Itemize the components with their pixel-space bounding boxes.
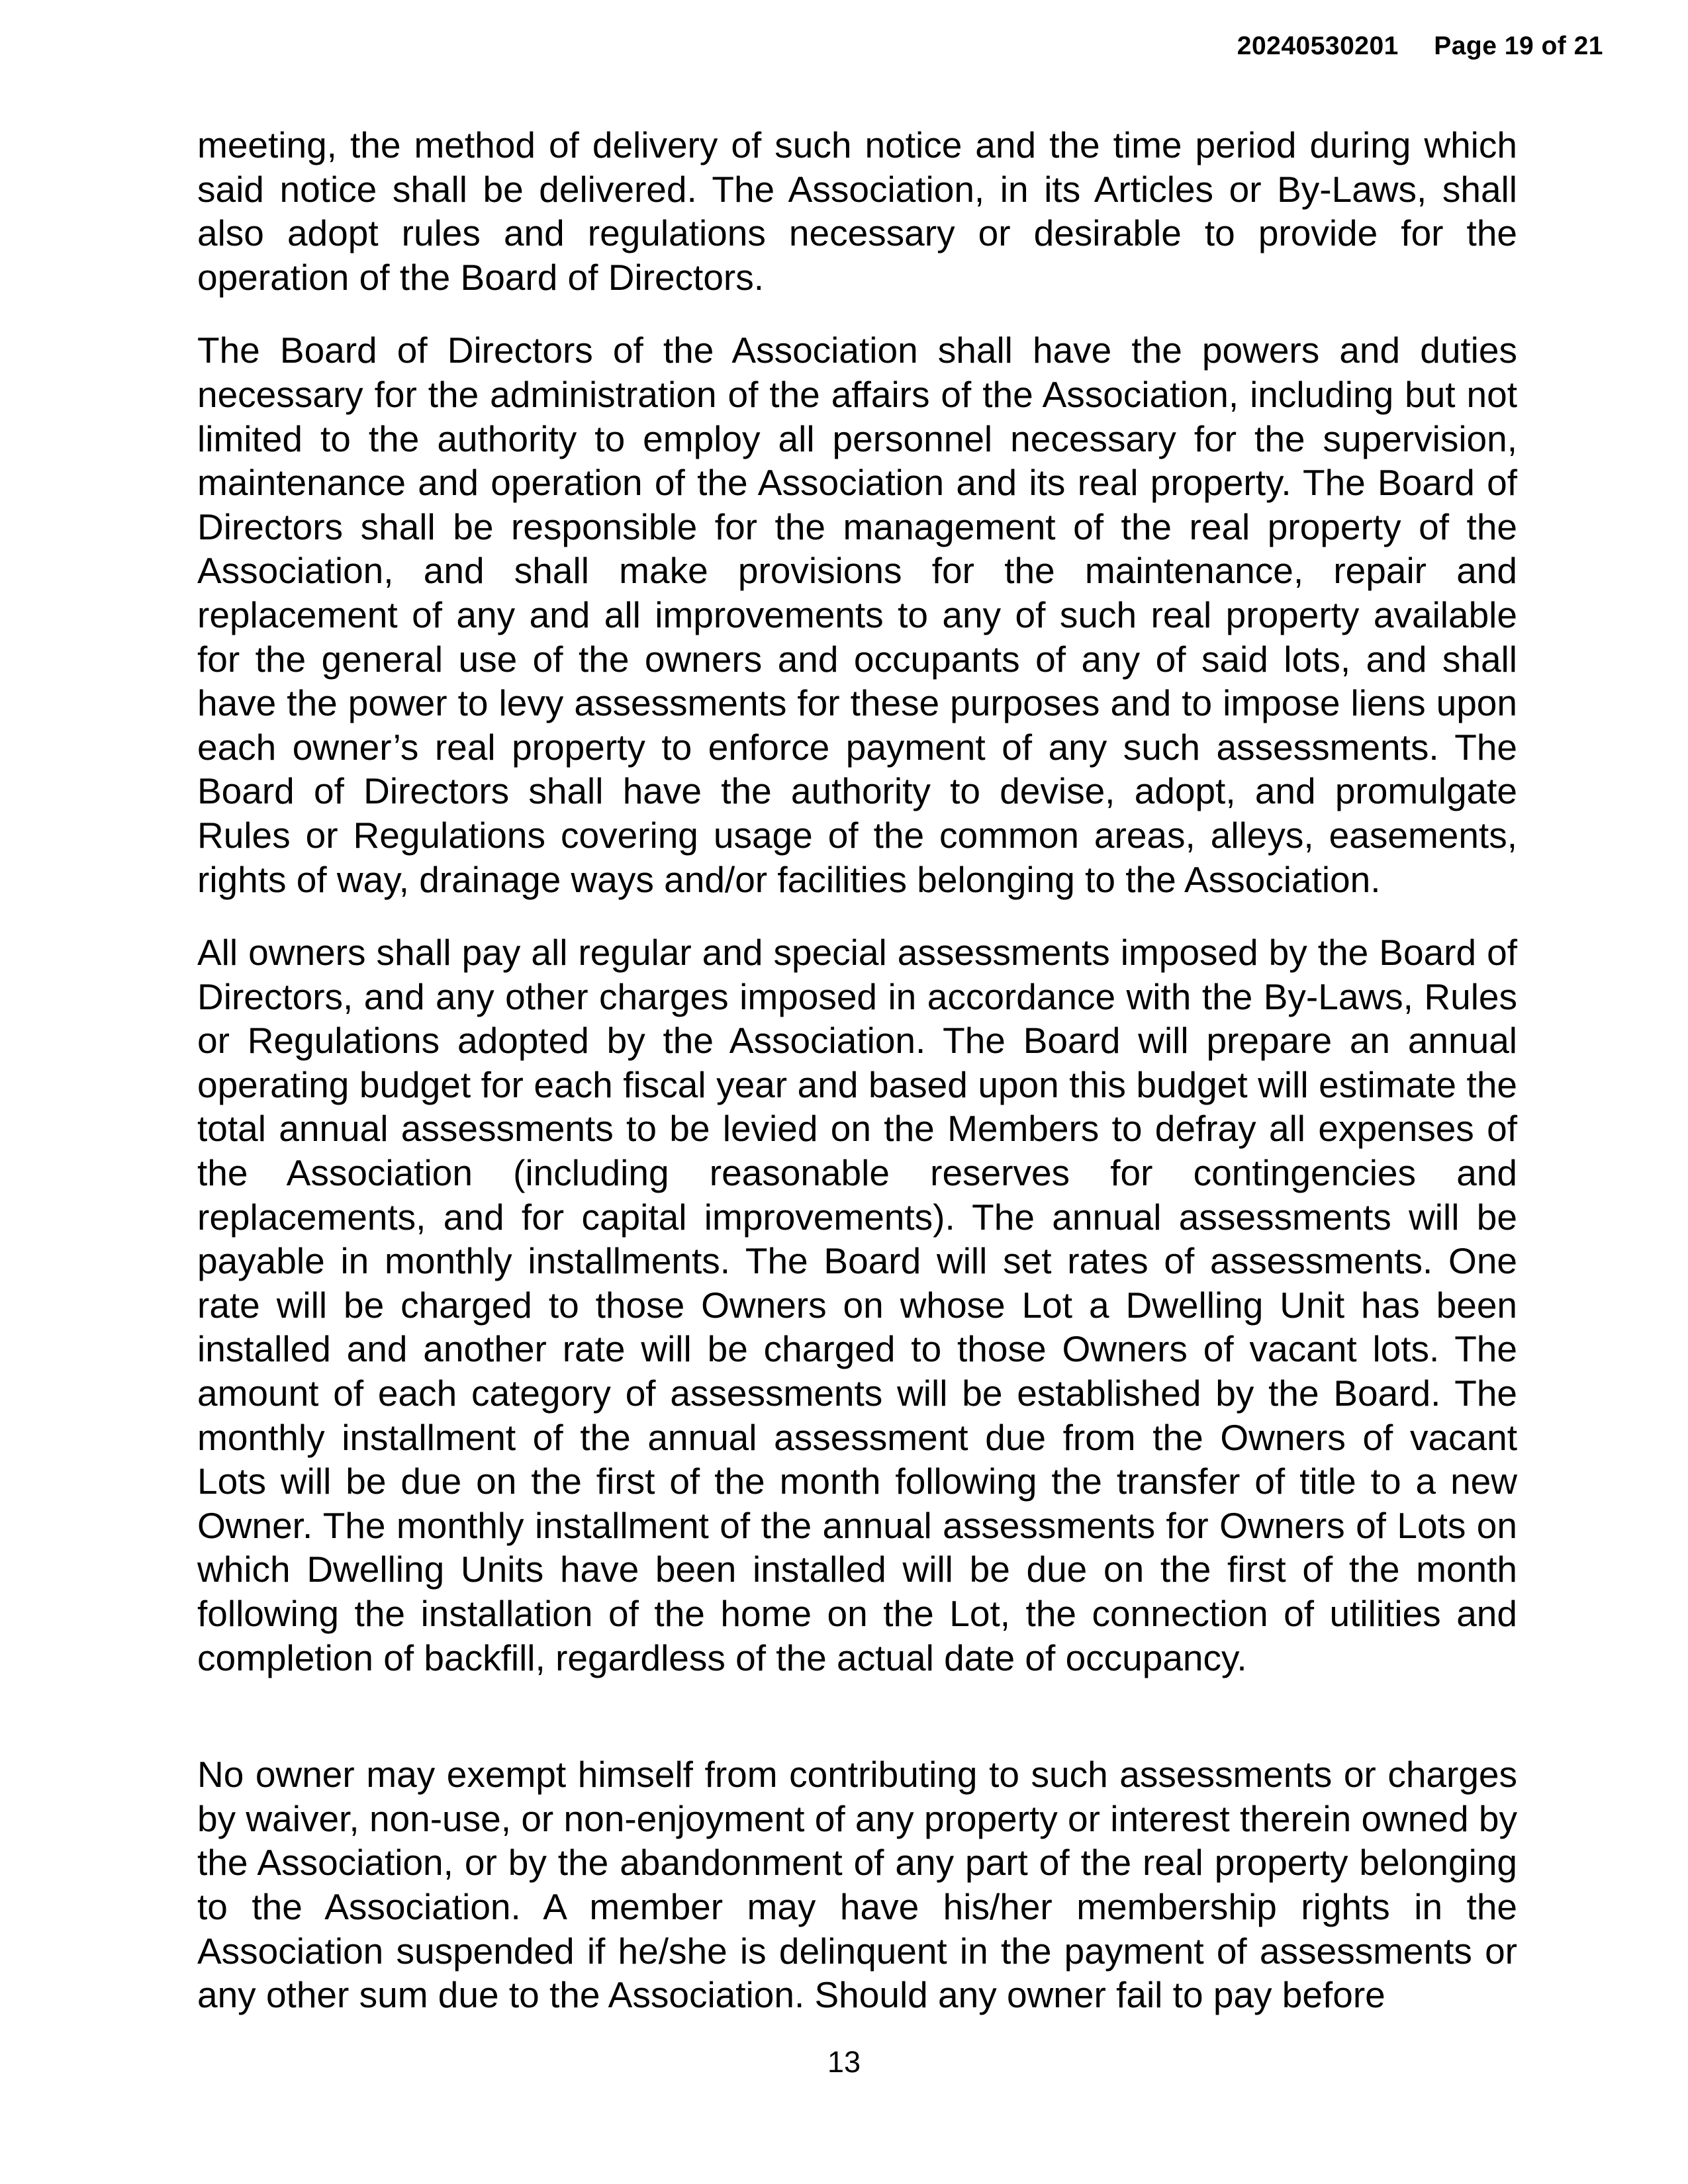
document-number: 20240530201 (1237, 32, 1399, 60)
document-body (197, 123, 1517, 2017)
page-header (1237, 32, 1603, 61)
paragraph-notice-delivery: meeting, the method of delivery of such notice and the time period during which said notice shall be delivered. The Association, in its Articles or By-Laws, shall also adopt rules and regulations necessary or desirable to provide for the operation of the Board of Directors. (197, 124, 1517, 298)
page-label: Page 19 of 21 (1434, 32, 1603, 60)
paragraph-board-powers: The Board of Directors of the Association shall have the powers and duties necessary for the administration of the affairs of the Association, including but not limited to the authority to employ all personnel necessary for the supervision, maintenance and operation of the Association and its real property. The Board of Directors shall be responsible for the management of the real property of the Association, and shall make provisions for the maintenance, repair and replacement of any and all improvements to any of such real property available for the general use of the owners and occupants of any of said lots, and shall have the power to levy assessments for these purposes and to impose liens upon each owner’s real property to enforce payment of any such assessments. The Board of Directors shall have the authority to devise, adopt, and promulgate Rules or Regulations covering usage of the common areas, alleys, easements, rights of way, drainage ways and/or facilities belonging to the Association. (197, 330, 1517, 900)
paragraph-no-exemption: No owner may exempt himself from contributing to such assessments or charges by waiver, non-use, or non-enjoyment of any property or interest therein owned by the Association, or by the abandonment of any part of the real property belonging to the Association. A member may have his/her membership rights in the Association suspended if he/she is delinquent in the payment of assessments or any other sum due to the Association. Should any owner fail to pay before (197, 1754, 1517, 2016)
paragraph-assessments: All owners shall pay all regular and special assessments imposed by the Board of Directors, and any other charges imposed in accordance with the By-Laws, Rules or Regulations adopted by the Association. The Board will prepare an annual operating budget for each fiscal year and based upon this budget will estimate the total annual assessments to be levied on the Members to defray all expenses of the Association (including reasonable reserves for contingencies and replacements, and for capital improvements). The annual assessments will be payable in monthly installments. The Board will set rates of assessments. One rate will be charged to those Owners on whose Lot a Dwelling Unit has been installed and another rate will be charged to those Owners of vacant lots. The amount of each category of assessments will be established by the Board. The monthly installment of the annual assessment due from the Owners of vacant Lots will be due on the first of the month following the transfer of title to a new Owner. The monthly installment of the annual assessments for Owners of Lots on which Dwelling Units have been installed will be due on the first of the month following the installation of the home on the Lot, the connection of utilities and completion of backfill, regardless of the actual date of occupancy. (197, 932, 1517, 1678)
page-number: 13 (827, 2045, 861, 2079)
